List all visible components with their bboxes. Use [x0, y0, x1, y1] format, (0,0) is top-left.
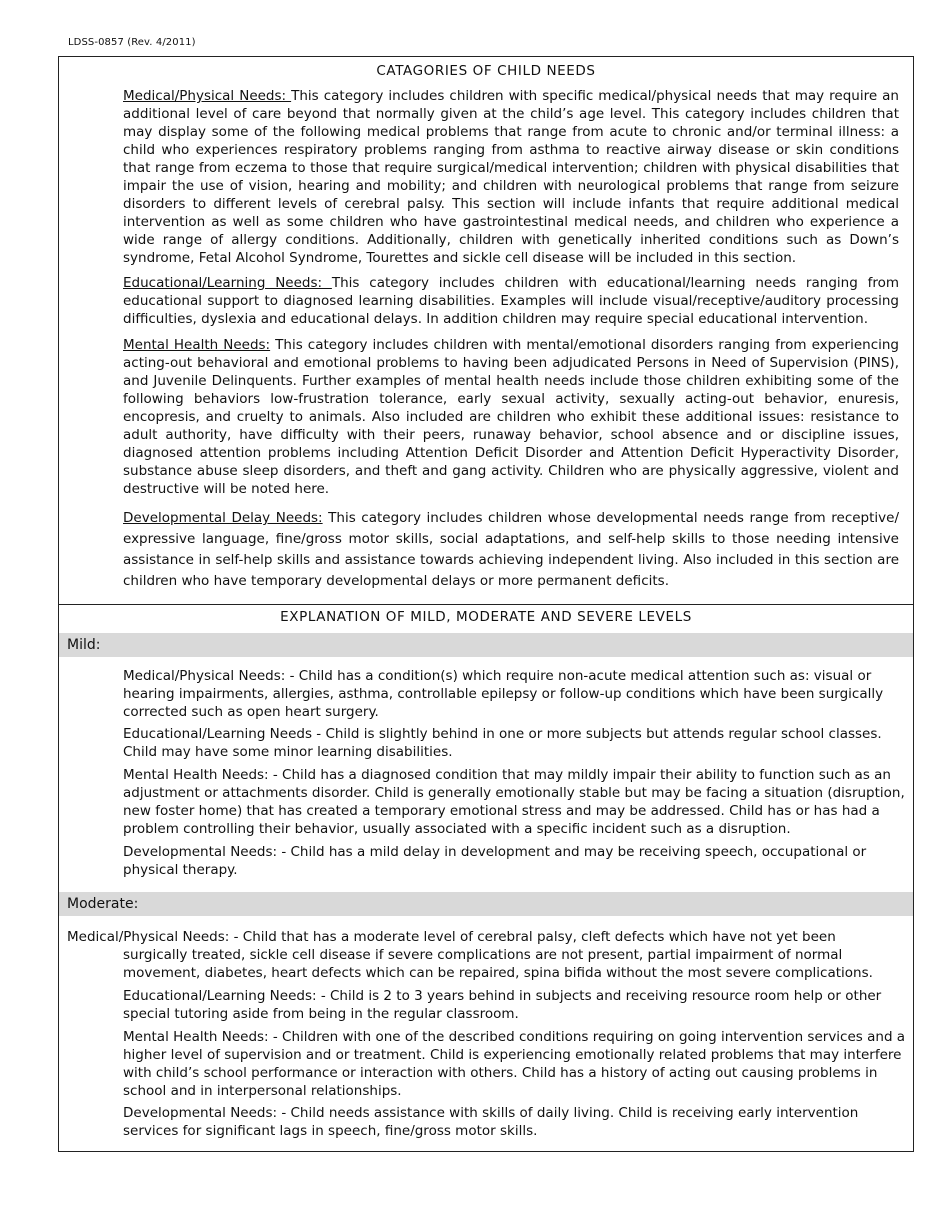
moderate-developmental: Developmental Needs: - Child needs assistance with skills of daily living. Child is receiving early intervention services for significant lags in speech, fine/gross motor skills. — [123, 1105, 859, 1139]
category-medical-physical — [123, 87, 899, 267]
section-title-levels: EXPLANATION OF MILD, MODERATE AND SEVERE LEVELS — [280, 609, 692, 625]
category-developmental-delay — [123, 508, 899, 592]
category-educational-learning — [123, 274, 899, 328]
category-text: This category includes children with mental/emotional disorders ranging from experiencing acting-out behavioral and emotional problems to having been adjudicated Persons in Need of Supervision (PINS), and Juvenile Delinquents. Further examples of mental health needs include those children exhibiting some of the following behaviors low-frustration tolerance, early sexual activity, sexually acting-out behavior, enuresis, encopresis, and cruelty to animals. Also included are children who exhibit these additional issues: resistance to adult authority, have difficulty with their peers, runaway behavior, school absence and or discipline issues, diagnosed attention problems including Attention Deficit Disorder and Attention Deficit Hyperactivity Disorder, substance abuse sleep disorders, and theft and gang activity. Children who are physically aggressive, violent and destructive will be noted here. — [123, 337, 899, 497]
level-heading-moderate: Moderate: — [59, 892, 913, 916]
category-label: Mental Health Needs: — [123, 337, 271, 353]
moderate-medical-physical: Medical/Physical Needs: - Child that has a moderate level of cerebral palsy, cleft defects which have not yet been surgically treated, sickle cell disease if severe complications are not present, partial impairment of normal movement, diabetes, heart defects which can be repaired, spina bifida without the most severe complications. — [67, 929, 873, 981]
category-text: This category includes children with educational/learning needs ranging from educational support to diagnosed learning disabilities. Examples will include visual/receptive/auditory processing difficulties, dyslexia and educational delays. In addition children may require special educational intervention. — [123, 275, 899, 327]
category-label: Medical/Physical Needs: — [123, 88, 292, 104]
moderate-mental-health: Mental Health Needs: - Children with one of the described conditions requiring on going intervention services and a higher level of supervision and or treatment. Child is experiencing emotionally related problems that may interfere with child’s school performance or interaction with others. Child has a history of acting out causing problems in school and in interpersonal relationships. — [123, 1029, 906, 1099]
section-title-categories: CATAGORIES OF CHILD NEEDS — [376, 63, 596, 79]
mild-developmental: Developmental Needs: - Child has a mild delay in development and may be receiving speech, occupational or physical therapy. — [123, 844, 867, 878]
moderate-educational-learning: Educational/Learning Needs: - Child is 2 to 3 years behind in subjects and receiving resource room help or other special tutoring aside from being in the regular classroom. — [123, 988, 882, 1022]
category-text: This category includes children with specific medical/physical needs that may require an additional level of care beyond that normally given at the child’s age level. This category includes children that may display some of the following medical problems that range from acute to chronic and/or terminal illness: a child who experiences respiratory problems ranging from asthma to reactive airway disease or skin conditions that range from eczema to those that require surgical/medical intervention; children with physical disabilities that impair the use of vision, hearing and mobility; and children with neurological problems that range from seizure disorders to different levels of cerebral palsy. This section will include infants that require additional medical intervention as well as some children who have gastrointestinal medical needs, and children who experience a wide range of allergy conditions. Additionally, children with genetically inherited conditions such as Down’s syndrome, Fetal Alcohol Syndrome, Tourettes and sickle cell disease will be included in this section. — [123, 88, 899, 266]
mild-educational-learning: Educational/Learning Needs - Child is slightly behind in one or more subjects but attends regular school classes. Child may have some minor learning disabilities. — [123, 726, 882, 760]
form-frame — [58, 56, 914, 1152]
category-label: Developmental Delay Needs: — [123, 510, 323, 526]
level-heading-mild: Mild: — [59, 633, 913, 657]
category-label: Educational/Learning Needs: — [123, 275, 332, 291]
section-divider — [59, 604, 913, 605]
mild-medical-physical: Medical/Physical Needs: - Child has a condition(s) which require non-acute medical attention such as: visual or hearing impairments, allergies, asthma, controllable epilepsy or follow-up conditions which have been surgically corrected such as open heart surgery. — [123, 668, 884, 720]
category-text: This category includes children whose developmental needs range from receptive/ expressive language, fine/gross motor skills, social adaptations, and self-help skills to those needing intensive assistance in self-help skills and assistance towards achieving independent living. Also included in this section are children who have temporary developmental delays or more permanent deficits. — [123, 510, 900, 589]
category-mental-health — [123, 336, 899, 498]
form-number: LDSS-0857 (Rev. 4/2011) — [68, 37, 196, 48]
mild-mental-health: Mental Health Needs: - Child has a diagnosed condition that may mildly impair their ability to function such as an adjustment or attachments disorder. Child is generally emotionally stable but may be facing a situation (disruption, new foster home) that has created a temporary emotional stress and may be addressed. Child has or has had a problem controlling their behavior, usually associated with a specific incident such as a disruption. — [123, 767, 905, 837]
